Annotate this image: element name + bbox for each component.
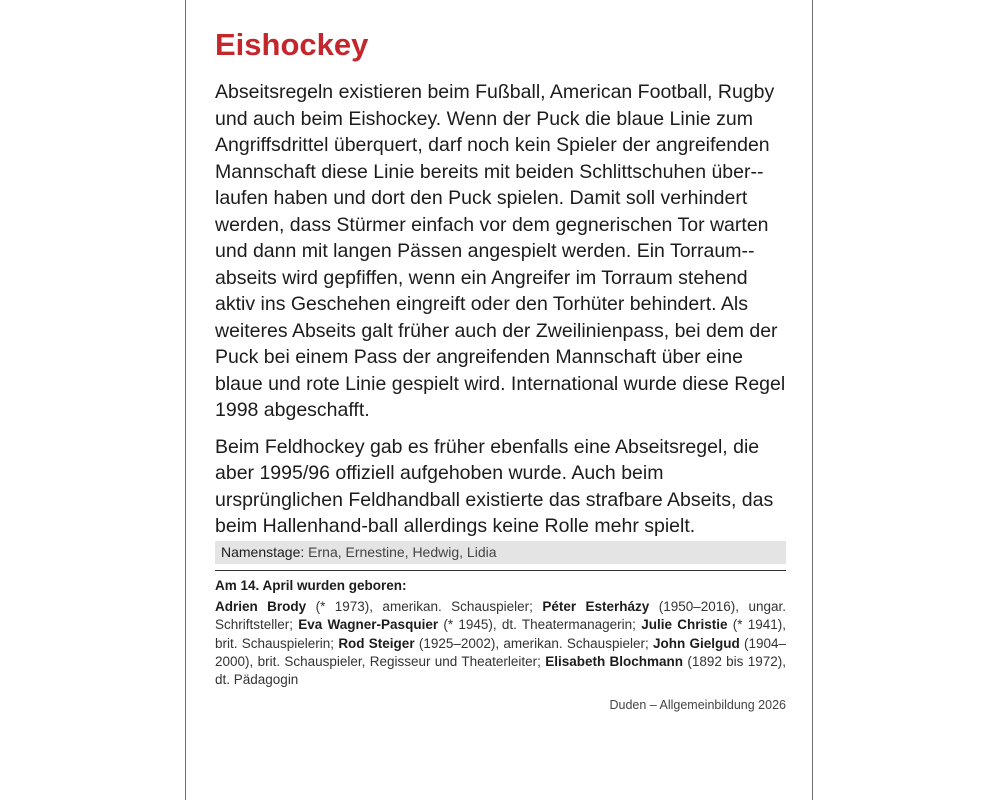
birth-name: Julie Christie (641, 617, 728, 633)
births-heading: Am 14. April wurden geboren: (215, 578, 407, 593)
page-title: Eishockey (215, 27, 369, 62)
article-body (215, 79, 786, 540)
birth-name: Péter Esterházy (542, 599, 650, 614)
birth-name: John Gielgud (652, 635, 740, 651)
birth-details: (* 1941), brit. Schauspielerin; (215, 617, 786, 651)
birth-details: (1904–2000), brit. Schauspieler, Regisseur und Theaterleiter; (215, 635, 787, 669)
divider-line (215, 570, 786, 571)
article-paragraph-1: Abseitsregeln existieren beim Fußball, American Football, Rugby und auch beim Eishockey. Wenn der Puck die blaue Linie zum Angriffsdrittel überquert, darf noch kein Spieler der angreifenden Mannschaft diese Linie bereits mit beiden Schlittschuhen über-laufen haben und dort den Puck spielen. Damit soll verhindert werden, dass Stürmer einfach vor dem gegnerischen Tor warten und dann mit langen Pässen angespielt werden. Ein Torraum-abseits wird gepfiffen, wenn ein Angreifer im Torraum stehend aktiv ins Geschehen eingreift oder den Torhüter behindert. Als weiteres Abseits galt früher auch der Zweilinienpass, bei dem der Puck bei einem Pass der angreifenden Mannschaft über eine blaue und rote Linie gespielt wird. International wurde diese Regel 1998 abgeschafft. (215, 81, 786, 421)
name-days-bar (215, 541, 786, 564)
calendar-page (185, 0, 813, 800)
name-days-label: Namenstage: (221, 544, 305, 560)
birth-details: (1925–2002), amerikan. Schauspieler; (414, 635, 653, 651)
name-days-values: Erna, Ernestine, Hedwig, Lidia (308, 544, 497, 560)
birth-name: Rod Steiger (338, 635, 415, 651)
birth-details: (* 1973), amerikan. Schauspieler; (306, 599, 543, 614)
birth-details: (* 1945), dt. Theatermanagerin; (438, 617, 642, 633)
birth-name: Elisabeth Blochmann (545, 653, 684, 669)
publisher-footer: Duden – Allgemeinbildung 2026 (609, 698, 786, 712)
birth-details: (1892 bis 1972), dt. Pädagogin (215, 653, 786, 688)
article-paragraph-2: Beim Feldhockey gab es früher ebenfalls eine Abseitsregel, die aber 1995/96 offiziell aufgehoben wurde. Auch beim ursprünglichen Feldhandball existierte das strafbare Abseits, das beim Hallenhand-ball allerdings keine Rolle mehr spielt. (215, 435, 774, 537)
births-list (215, 598, 786, 689)
birth-name: Eva Wagner-Pasquier (298, 617, 439, 633)
birth-details: (1950–2016), ungar. Schriftsteller; (215, 599, 786, 633)
birth-name: Adrien Brody (215, 599, 307, 614)
